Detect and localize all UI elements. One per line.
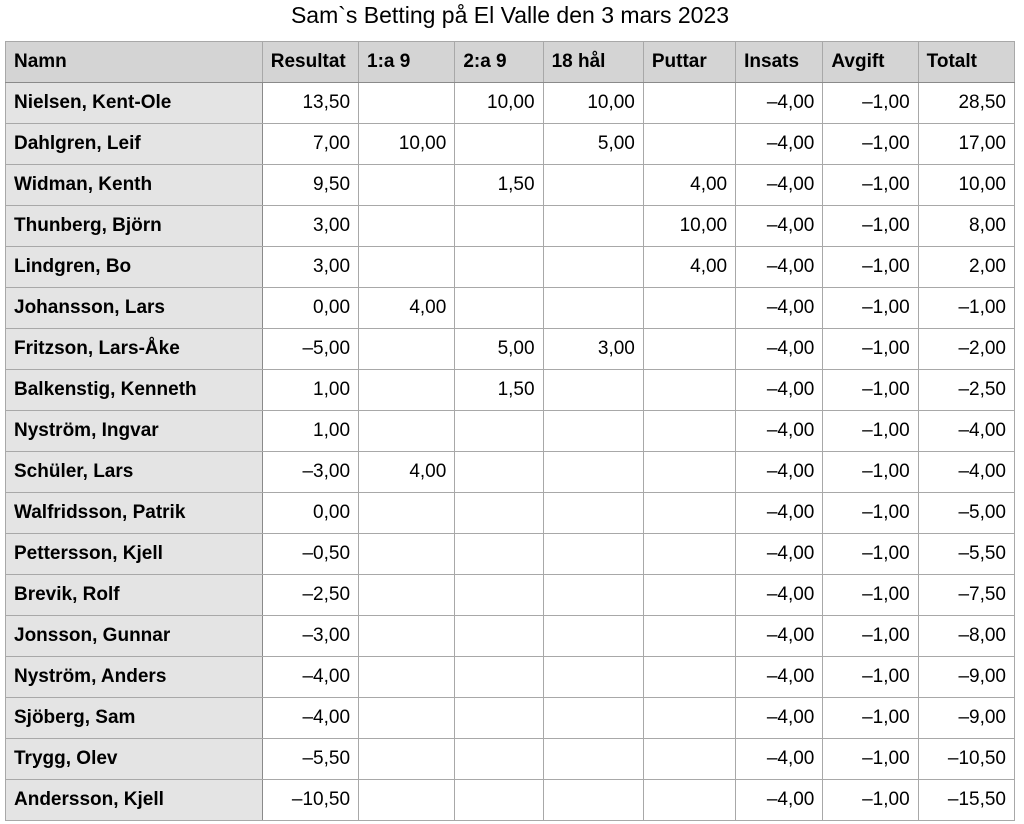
- cell-18-hal[interactable]: [543, 657, 643, 698]
- cell-name[interactable]: Schüler, Lars: [6, 452, 263, 493]
- cell-avgift[interactable]: –1,00: [823, 329, 918, 370]
- table-row: [6, 452, 1015, 493]
- cell-name[interactable]: Nyström, Anders: [6, 657, 263, 698]
- cell-18-hal[interactable]: 10,00: [543, 83, 643, 124]
- column-header-insats[interactable]: Insats: [736, 42, 823, 83]
- cell-avgift[interactable]: –1,00: [823, 206, 918, 247]
- cell-totalt[interactable]: –9,00: [918, 657, 1014, 698]
- cell-name[interactable]: Widman, Kenth: [6, 165, 263, 206]
- cell-2a-9[interactable]: 5,00: [455, 329, 543, 370]
- cell-18-hal[interactable]: [543, 370, 643, 411]
- cell-resultat[interactable]: 13,50: [262, 83, 358, 124]
- cell-avgift[interactable]: –1,00: [823, 124, 918, 165]
- cell-1a-9[interactable]: [359, 206, 455, 247]
- cell-2a-9[interactable]: [455, 657, 543, 698]
- cell-avgift[interactable]: –1,00: [823, 780, 918, 821]
- cell-avgift[interactable]: –1,00: [823, 83, 918, 124]
- cell-2a-9[interactable]: [455, 493, 543, 534]
- cell-insats[interactable]: –4,00: [736, 493, 823, 534]
- cell-avgift[interactable]: –1,00: [823, 165, 918, 206]
- cell-resultat[interactable]: –4,00: [262, 657, 358, 698]
- cell-totalt[interactable]: –5,00: [918, 493, 1014, 534]
- cell-insats[interactable]: –4,00: [736, 657, 823, 698]
- cell-puttar[interactable]: [643, 739, 735, 780]
- cell-18-hal[interactable]: [543, 206, 643, 247]
- cell-avgift[interactable]: –1,00: [823, 493, 918, 534]
- cell-totalt[interactable]: 2,00: [918, 247, 1014, 288]
- page-title: Sam`s Betting på El Valle den 3 mars 2023: [290, 2, 730, 28]
- cell-puttar[interactable]: [643, 329, 735, 370]
- cell-18-hal[interactable]: [543, 616, 643, 657]
- column-header-namn[interactable]: Namn: [6, 42, 263, 83]
- cell-18-hal[interactable]: [543, 288, 643, 329]
- table-body: [6, 83, 1015, 821]
- cell-1a-9[interactable]: [359, 616, 455, 657]
- cell-puttar[interactable]: [643, 83, 735, 124]
- cell-1a-9[interactable]: [359, 493, 455, 534]
- cell-name[interactable]: Johansson, Lars: [6, 288, 263, 329]
- cell-insats[interactable]: –4,00: [736, 206, 823, 247]
- cell-puttar[interactable]: [643, 288, 735, 329]
- cell-totalt[interactable]: –4,00: [918, 452, 1014, 493]
- cell-totalt[interactable]: –15,50: [918, 780, 1014, 821]
- cell-insats[interactable]: –4,00: [736, 247, 823, 288]
- cell-1a-9[interactable]: [359, 83, 455, 124]
- column-header-2a-9[interactable]: 2:a 9: [455, 42, 543, 83]
- cell-insats[interactable]: –4,00: [736, 534, 823, 575]
- cell-2a-9[interactable]: [455, 534, 543, 575]
- cell-2a-9[interactable]: [455, 575, 543, 616]
- cell-insats[interactable]: –4,00: [736, 575, 823, 616]
- cell-resultat[interactable]: –3,00: [262, 452, 358, 493]
- cell-2a-9[interactable]: [455, 411, 543, 452]
- cell-18-hal[interactable]: [543, 780, 643, 821]
- table-row: [6, 534, 1015, 575]
- cell-insats[interactable]: –4,00: [736, 698, 823, 739]
- cell-resultat[interactable]: –5,50: [262, 739, 358, 780]
- cell-totalt[interactable]: –8,00: [918, 616, 1014, 657]
- cell-2a-9[interactable]: [455, 288, 543, 329]
- cell-2a-9[interactable]: [455, 616, 543, 657]
- cell-2a-9[interactable]: [455, 247, 543, 288]
- table-row: [6, 411, 1015, 452]
- cell-resultat[interactable]: –5,00: [262, 329, 358, 370]
- cell-18-hal[interactable]: [543, 575, 643, 616]
- table-row: [6, 698, 1015, 739]
- cell-avgift[interactable]: –1,00: [823, 657, 918, 698]
- cell-1a-9[interactable]: 4,00: [359, 452, 455, 493]
- cell-resultat[interactable]: 0,00: [262, 493, 358, 534]
- table-row: [6, 124, 1015, 165]
- cell-puttar[interactable]: [643, 452, 735, 493]
- cell-1a-9[interactable]: [359, 370, 455, 411]
- cell-insats[interactable]: –4,00: [736, 370, 823, 411]
- cell-1a-9[interactable]: [359, 575, 455, 616]
- cell-name[interactable]: Dahlgren, Leif: [6, 124, 263, 165]
- cell-name[interactable]: Brevik, Rolf: [6, 575, 263, 616]
- cell-totalt[interactable]: –5,50: [918, 534, 1014, 575]
- table-row: [6, 206, 1015, 247]
- cell-resultat[interactable]: 0,00: [262, 288, 358, 329]
- table-row: [6, 288, 1015, 329]
- cell-resultat[interactable]: 3,00: [262, 247, 358, 288]
- cell-insats[interactable]: –4,00: [736, 616, 823, 657]
- cell-18-hal[interactable]: [543, 452, 643, 493]
- cell-puttar[interactable]: [643, 411, 735, 452]
- cell-totalt[interactable]: –9,00: [918, 698, 1014, 739]
- cell-2a-9[interactable]: [455, 698, 543, 739]
- cell-2a-9[interactable]: [455, 206, 543, 247]
- cell-totalt[interactable]: –1,00: [918, 288, 1014, 329]
- cell-puttar[interactable]: [643, 616, 735, 657]
- cell-insats[interactable]: –4,00: [736, 780, 823, 821]
- cell-puttar[interactable]: [643, 575, 735, 616]
- column-header-puttar[interactable]: Puttar: [643, 42, 735, 83]
- cell-insats[interactable]: –4,00: [736, 288, 823, 329]
- cell-totalt[interactable]: 17,00: [918, 124, 1014, 165]
- cell-puttar[interactable]: [643, 698, 735, 739]
- table-row: [6, 575, 1015, 616]
- table-row: [6, 329, 1015, 370]
- cell-totalt[interactable]: 10,00: [918, 165, 1014, 206]
- cell-avgift[interactable]: –1,00: [823, 370, 918, 411]
- cell-2a-9[interactable]: [455, 452, 543, 493]
- cell-1a-9[interactable]: [359, 739, 455, 780]
- cell-18-hal[interactable]: [543, 739, 643, 780]
- cell-totalt[interactable]: –4,00: [918, 411, 1014, 452]
- cell-name[interactable]: Walfridsson, Patrik: [6, 493, 263, 534]
- cell-name[interactable]: Nielsen, Kent-Ole: [6, 83, 263, 124]
- header-row: [6, 42, 1015, 83]
- cell-puttar[interactable]: 10,00: [643, 206, 735, 247]
- table-row: [6, 493, 1015, 534]
- cell-1a-9[interactable]: [359, 698, 455, 739]
- cell-name[interactable]: Balkenstig, Kenneth: [6, 370, 263, 411]
- cell-name[interactable]: Jonsson, Gunnar: [6, 616, 263, 657]
- cell-18-hal[interactable]: 5,00: [543, 124, 643, 165]
- cell-18-hal[interactable]: [543, 247, 643, 288]
- cell-avgift[interactable]: –1,00: [823, 534, 918, 575]
- cell-18-hal[interactable]: 3,00: [543, 329, 643, 370]
- cell-resultat[interactable]: –3,00: [262, 616, 358, 657]
- cell-puttar[interactable]: [643, 780, 735, 821]
- cell-name[interactable]: Lindgren, Bo: [6, 247, 263, 288]
- cell-1a-9[interactable]: [359, 329, 455, 370]
- cell-resultat[interactable]: 7,00: [262, 124, 358, 165]
- cell-resultat[interactable]: 1,00: [262, 411, 358, 452]
- cell-name[interactable]: Thunberg, Björn: [6, 206, 263, 247]
- column-header-18-hal[interactable]: 18 hål: [543, 42, 643, 83]
- cell-avgift[interactable]: –1,00: [823, 247, 918, 288]
- cell-totalt[interactable]: –2,00: [918, 329, 1014, 370]
- table-row: [6, 739, 1015, 780]
- cell-1a-9[interactable]: [359, 247, 455, 288]
- cell-18-hal[interactable]: [543, 698, 643, 739]
- cell-insats[interactable]: –4,00: [736, 411, 823, 452]
- cell-avgift[interactable]: –1,00: [823, 698, 918, 739]
- cell-1a-9[interactable]: 10,00: [359, 124, 455, 165]
- cell-2a-9[interactable]: [455, 739, 543, 780]
- cell-puttar[interactable]: [643, 124, 735, 165]
- cell-puttar[interactable]: [643, 657, 735, 698]
- cell-resultat[interactable]: –0,50: [262, 534, 358, 575]
- table-row: [6, 657, 1015, 698]
- table-row: [6, 370, 1015, 411]
- table-row: [6, 780, 1015, 821]
- cell-resultat[interactable]: 3,00: [262, 206, 358, 247]
- cell-name[interactable]: Sjöberg, Sam: [6, 698, 263, 739]
- cell-name[interactable]: Fritzson, Lars-Åke: [6, 329, 263, 370]
- cell-1a-9[interactable]: [359, 534, 455, 575]
- cell-avgift[interactable]: –1,00: [823, 616, 918, 657]
- cell-insats[interactable]: –4,00: [736, 165, 823, 206]
- cell-puttar[interactable]: [643, 534, 735, 575]
- cell-2a-9[interactable]: [455, 780, 543, 821]
- cell-insats[interactable]: –4,00: [736, 452, 823, 493]
- cell-puttar[interactable]: [643, 370, 735, 411]
- cell-2a-9[interactable]: 1,50: [455, 165, 543, 206]
- cell-totalt[interactable]: –2,50: [918, 370, 1014, 411]
- cell-18-hal[interactable]: [543, 165, 643, 206]
- cell-1a-9[interactable]: [359, 411, 455, 452]
- cell-18-hal[interactable]: [543, 534, 643, 575]
- cell-2a-9[interactable]: [455, 124, 543, 165]
- cell-resultat[interactable]: 9,50: [262, 165, 358, 206]
- cell-resultat[interactable]: –4,00: [262, 698, 358, 739]
- table-row: [6, 616, 1015, 657]
- cell-name[interactable]: Pettersson, Kjell: [6, 534, 263, 575]
- cell-totalt[interactable]: –10,50: [918, 739, 1014, 780]
- cell-2a-9[interactable]: 10,00: [455, 83, 543, 124]
- cell-avgift[interactable]: –1,00: [823, 288, 918, 329]
- cell-name[interactable]: Nyström, Ingvar: [6, 411, 263, 452]
- cell-1a-9[interactable]: 4,00: [359, 288, 455, 329]
- column-header-1a-9[interactable]: 1:a 9: [359, 42, 455, 83]
- cell-resultat[interactable]: 1,00: [262, 370, 358, 411]
- cell-totalt[interactable]: 28,50: [918, 83, 1014, 124]
- cell-name[interactable]: Andersson, Kjell: [6, 780, 263, 821]
- table-row: [6, 247, 1015, 288]
- cell-insats[interactable]: –4,00: [736, 329, 823, 370]
- cell-insats[interactable]: –4,00: [736, 124, 823, 165]
- cell-18-hal[interactable]: [543, 411, 643, 452]
- column-header-totalt[interactable]: Totalt: [918, 42, 1014, 83]
- cell-puttar[interactable]: 4,00: [643, 165, 735, 206]
- cell-insats[interactable]: –4,00: [736, 83, 823, 124]
- cell-avgift[interactable]: –1,00: [823, 452, 918, 493]
- cell-1a-9[interactable]: [359, 780, 455, 821]
- table-row: [6, 83, 1015, 124]
- betting-table: [5, 41, 1015, 821]
- cell-insats[interactable]: –4,00: [736, 739, 823, 780]
- cell-name[interactable]: Trygg, Olev: [6, 739, 263, 780]
- cell-puttar[interactable]: [643, 493, 735, 534]
- cell-totalt[interactable]: –7,50: [918, 575, 1014, 616]
- cell-2a-9[interactable]: 1,50: [455, 370, 543, 411]
- table-row: [6, 165, 1015, 206]
- cell-1a-9[interactable]: [359, 165, 455, 206]
- cell-avgift[interactable]: –1,00: [823, 739, 918, 780]
- cell-puttar[interactable]: 4,00: [643, 247, 735, 288]
- column-header-resultat[interactable]: Resultat: [262, 42, 358, 83]
- cell-avgift[interactable]: –1,00: [823, 575, 918, 616]
- cell-avgift[interactable]: –1,00: [823, 411, 918, 452]
- cell-resultat[interactable]: –2,50: [262, 575, 358, 616]
- cell-18-hal[interactable]: [543, 493, 643, 534]
- cell-resultat[interactable]: –10,50: [262, 780, 358, 821]
- cell-1a-9[interactable]: [359, 657, 455, 698]
- cell-totalt[interactable]: 8,00: [918, 206, 1014, 247]
- column-header-avgift[interactable]: Avgift: [823, 42, 918, 83]
